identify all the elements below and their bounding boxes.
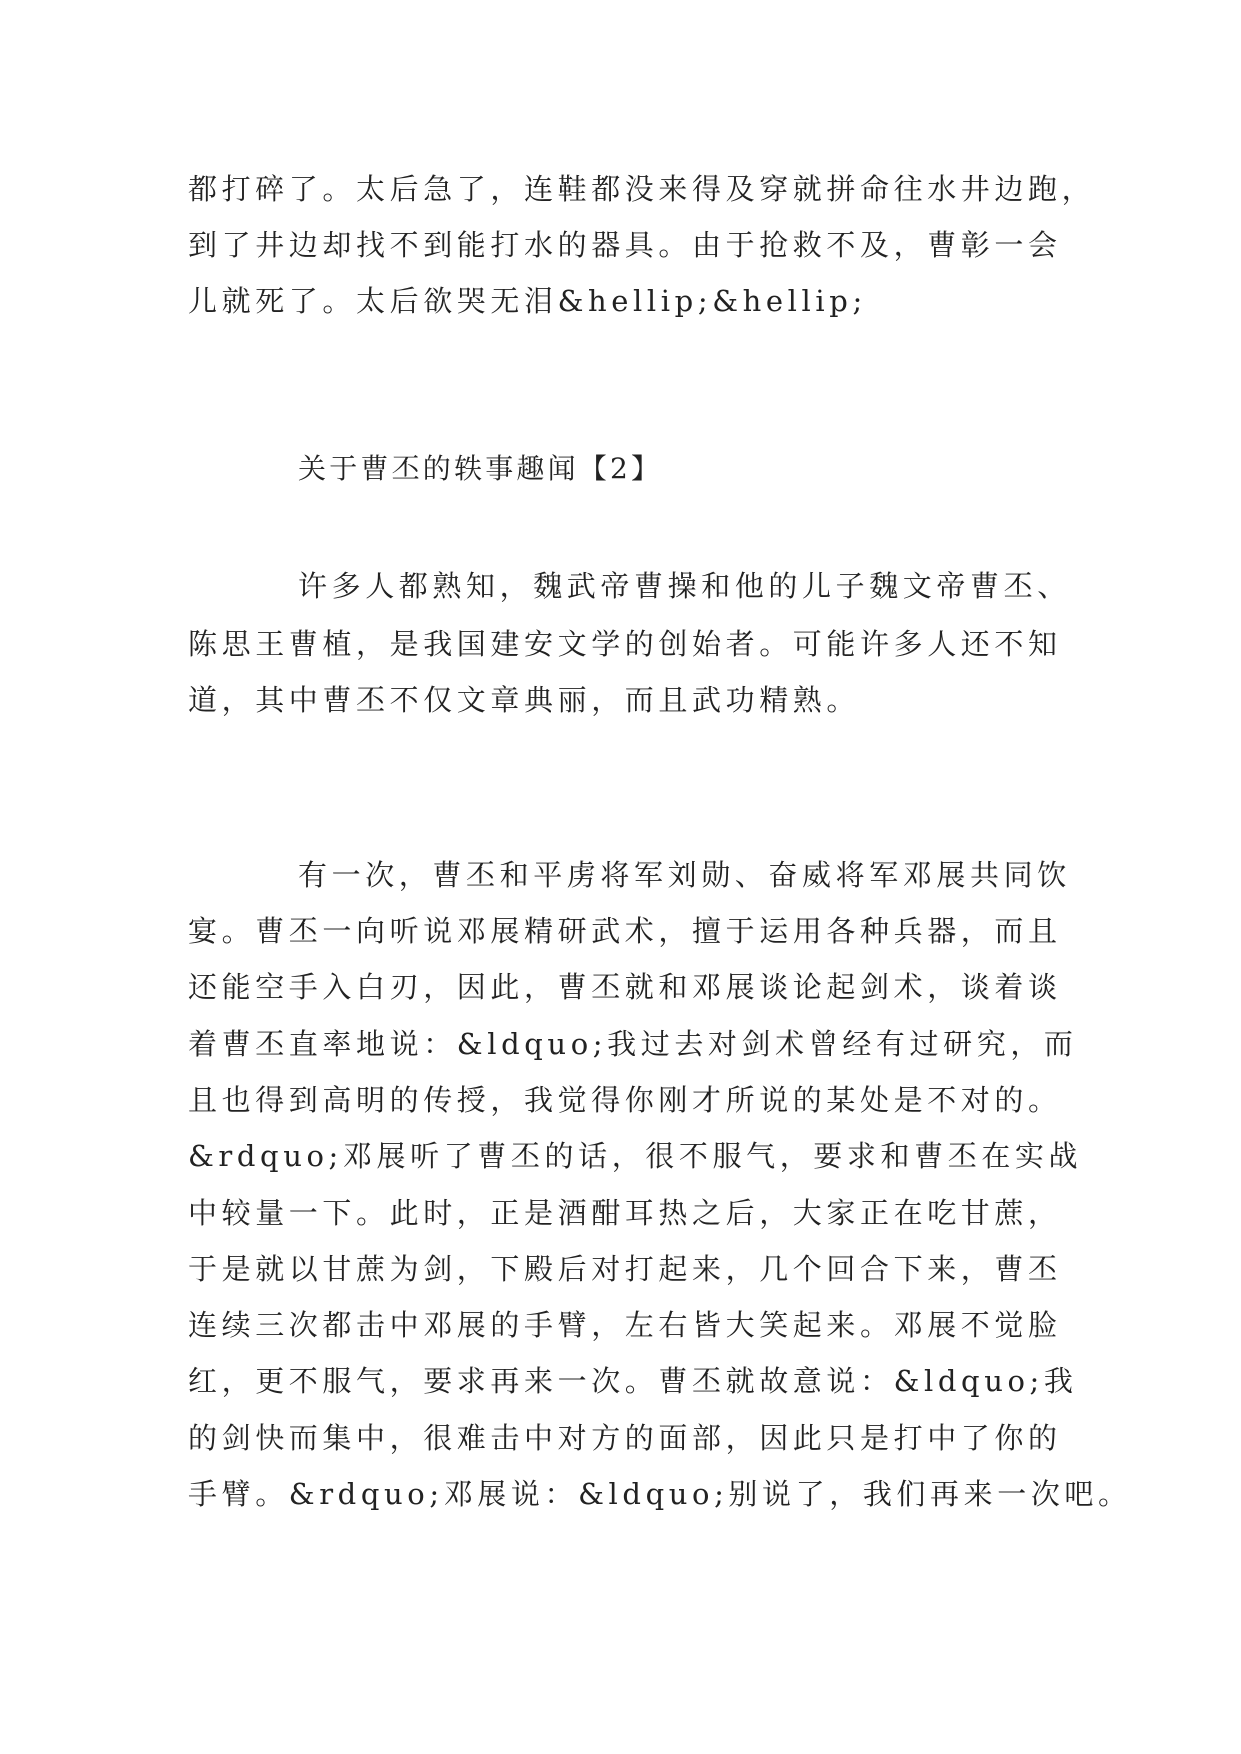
intro-line-3: 儿就死了。太后欲哭无泪&hellip;&hellip; [188, 284, 867, 318]
section-title: 关于曹丕的轶事趣闻【2】 [298, 452, 663, 485]
intro-line-1: 都打碎了。太后急了，连鞋都没来得及穿就拼命往水井边跑， [188, 172, 1096, 206]
paragraph-2-line-10: 红，更不服气，要求再来一次。曹丕就故意说：&ldquo;我 [188, 1364, 1078, 1398]
paragraph-2-line-1: 有一次，曹丕和平虏将军刘勋、奋威将军邓展共同饮 [298, 858, 1071, 892]
paragraph-2-line-3: 还能空手入白刃，因此，曹丕就和邓展谈论起剑术，谈着谈 [188, 970, 1062, 1004]
paragraph-1-line-3: 道，其中曹丕不仅文章典丽，而且武功精熟。 [188, 683, 861, 717]
paragraph-2-line-5: 且也得到高明的传授，我觉得你刚才所说的某处是不对的。 [188, 1083, 1062, 1117]
intro-line-2: 到了井边却找不到能打水的器具。由于抢救不及，曹彰一会 [188, 228, 1062, 262]
paragraph-2-line-8: 于是就以甘蔗为剑，下殿后对打起来，几个回合下来，曹丕 [188, 1252, 1062, 1286]
paragraph-1-line-1: 许多人都熟知，魏武帝曹操和他的儿子魏文帝曹丕、 [298, 569, 1071, 603]
paragraph-1-line-2: 陈思王曹植，是我国建安文学的创始者。可能许多人还不知 [188, 627, 1062, 661]
paragraph-2-line-12: 手臂。&rdquo;邓展说：&ldquo;别说了，我们再来一次吧。 [188, 1477, 1132, 1511]
paragraph-2-line-9: 连续三次都击中邓展的手臂，左右皆大笑起来。邓展不觉脸 [188, 1308, 1062, 1342]
paragraph-2-line-6: &rdquo;邓展听了曹丕的话，很不服气，要求和曹丕在实战 [188, 1139, 1083, 1173]
paragraph-2-line-7: 中较量一下。此时，正是酒酣耳热之后，大家正在吃甘蔗， [188, 1196, 1062, 1230]
paragraph-2-line-4: 着曹丕直率地说：&ldquo;我过去对剑术曾经有过研究，而 [188, 1027, 1078, 1061]
paragraph-2-line-2: 宴。曹丕一向听说邓展精研武术，擅于运用各种兵器，而且 [188, 914, 1062, 948]
paragraph-2-line-11: 的剑快而集中，很难击中对方的面部，因此只是打中了你的 [188, 1421, 1062, 1455]
